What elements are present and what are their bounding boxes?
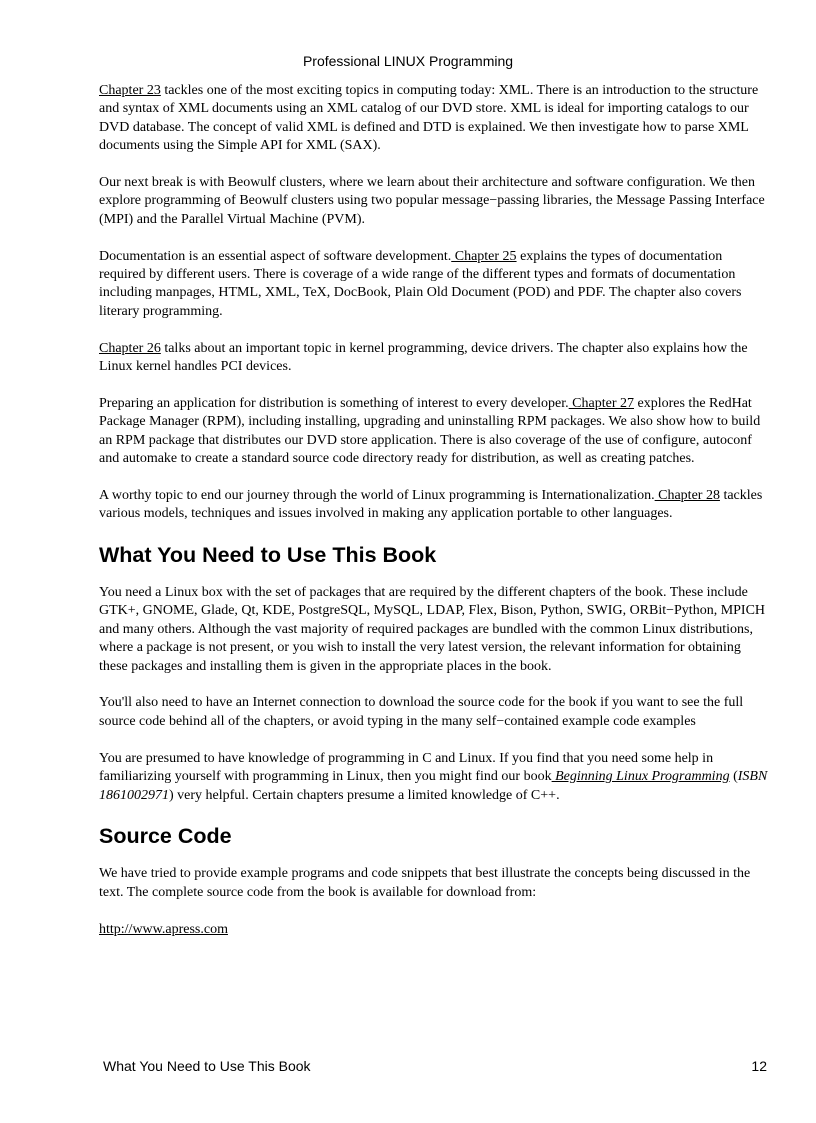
chapter-28-link[interactable]: Chapter 28 <box>654 487 720 503</box>
paragraph-text: You are presumed to have knowledge of programming in C and Linux. If you find that you need some help in familiarizing yourself with programming in Linux, then you might find our book <box>99 750 714 785</box>
paragraph-text: A worthy topic to end our journey through the world of Linux programming is Internationalization. <box>99 487 655 503</box>
paragraph-text: Documentation is an essential aspect of software development. <box>99 248 452 264</box>
paragraph-chapter-26 <box>99 340 769 377</box>
chapter-26-link[interactable]: Chapter 26 <box>99 340 161 356</box>
apress-url-link[interactable]: http://www.apress.com <box>99 921 228 937</box>
paragraph-internet: You'll also need to have an Internet connection to download the source code for the book if you want to see the full source code behind all of the chapters, or avoid typing in the many self−contained example code examples <box>99 695 744 729</box>
running-header: Professional LINUX Programming <box>302 53 514 69</box>
paragraph-beowulf: Our next break is with Beowulf clusters, where we learn about their architecture and software configuration. We then explore programming of Beowulf clusters using two popular message−passing libraries, the Message Passing Interface (MPI) and the Parallel Virtual Machine (PVM). <box>99 175 765 227</box>
chapter-23-link[interactable]: Chapter 23 <box>99 83 161 98</box>
paragraph-documentation <box>99 248 769 322</box>
paragraph-packages: You need a Linux box with the set of packages that are required by the different chapters of the book. These include GTK+, GNOME, Glade, Qt, KDE, PostgreSQL, MySQL, LDAP, Flex, Bison, Python, SWIG, ORBit−Python, MPICH and many others. Although the vast majority of required packages are bundled with the common Linux distributions, where a package is not present, or you wish to install the very latest version, the relevant information for obtaining these packages and installing them is given in the appropriate places in the book. <box>99 585 766 674</box>
footer-section-title: What You Need to Use This Book <box>103 1058 311 1074</box>
paragraph-internationalization <box>99 487 769 524</box>
paragraph-text: explores the RedHat Package Manager (RPM), including installing, upgrading and uninstalling RPM packages. We also show how to build an RPM package that distributes our DVD store application. There is also coverage of the use of configure, autoconf and automake to create a standard source code directory ready for distribution, as well as creating patches. <box>99 395 761 467</box>
chapter-27-link[interactable]: Chapter 27 <box>568 395 634 411</box>
beginning-linux-programming-link[interactable]: Beginning Linux Programming <box>551 769 730 785</box>
isbn-text: ISBN 1861002971 <box>99 769 768 803</box>
paragraph-chapter-23 <box>99 82 769 156</box>
paragraph-text: ) very helpful. Certain chapters presume a limited knowledge of C++. <box>169 787 560 803</box>
paragraph-text: explains the types of documentation required by different users. There is coverage of a wide range of the different types and formats of documentation including manpages, HTML, XML, TeX, DocBook, Plain Old Document (POD) and PDF. The chapter also covers literary programming. <box>99 248 742 319</box>
section-heading-requirements: What You Need to Use This Book <box>99 543 437 568</box>
paragraph-source-code: We have tried to provide example programs and code snippets that best illustrate the concepts being discussed in the text. The complete source code from the book is available for download from: <box>99 866 751 900</box>
paragraph-text: tackles one of the most exciting topics in computing today: XML. There is an introduction to the structure and syntax of XML documents using an XML catalog of our DVD store. XML is ideal for importing catalogs to our DVD database. The concept of valid XML is defined and DTD is explained. We then investigate how to parse XML documents using the Simple API for XML (SAX). <box>99 83 759 154</box>
section-heading-source-code: Source Code <box>99 824 232 849</box>
page-content <box>99 82 769 957</box>
chapter-25-link[interactable]: Chapter 25 <box>451 248 517 264</box>
page-number: 12 <box>751 1058 767 1074</box>
paragraph-prerequisites <box>99 750 769 805</box>
paragraph-url <box>99 921 769 939</box>
paragraph-text: tackles various models, techniques and issues involved in making any application portable to other languages. <box>99 487 763 522</box>
paragraph-text: Preparing an application for distribution is something of interest to every developer. <box>99 395 569 411</box>
paragraph-text: talks about an important topic in kernel programming, device drivers. The chapter also explains how the Linux kernel handles PCI devices. <box>99 340 748 375</box>
paragraph-distribution <box>99 395 769 469</box>
page-footer <box>103 1057 767 1075</box>
paragraph-text: ( <box>729 769 738 785</box>
